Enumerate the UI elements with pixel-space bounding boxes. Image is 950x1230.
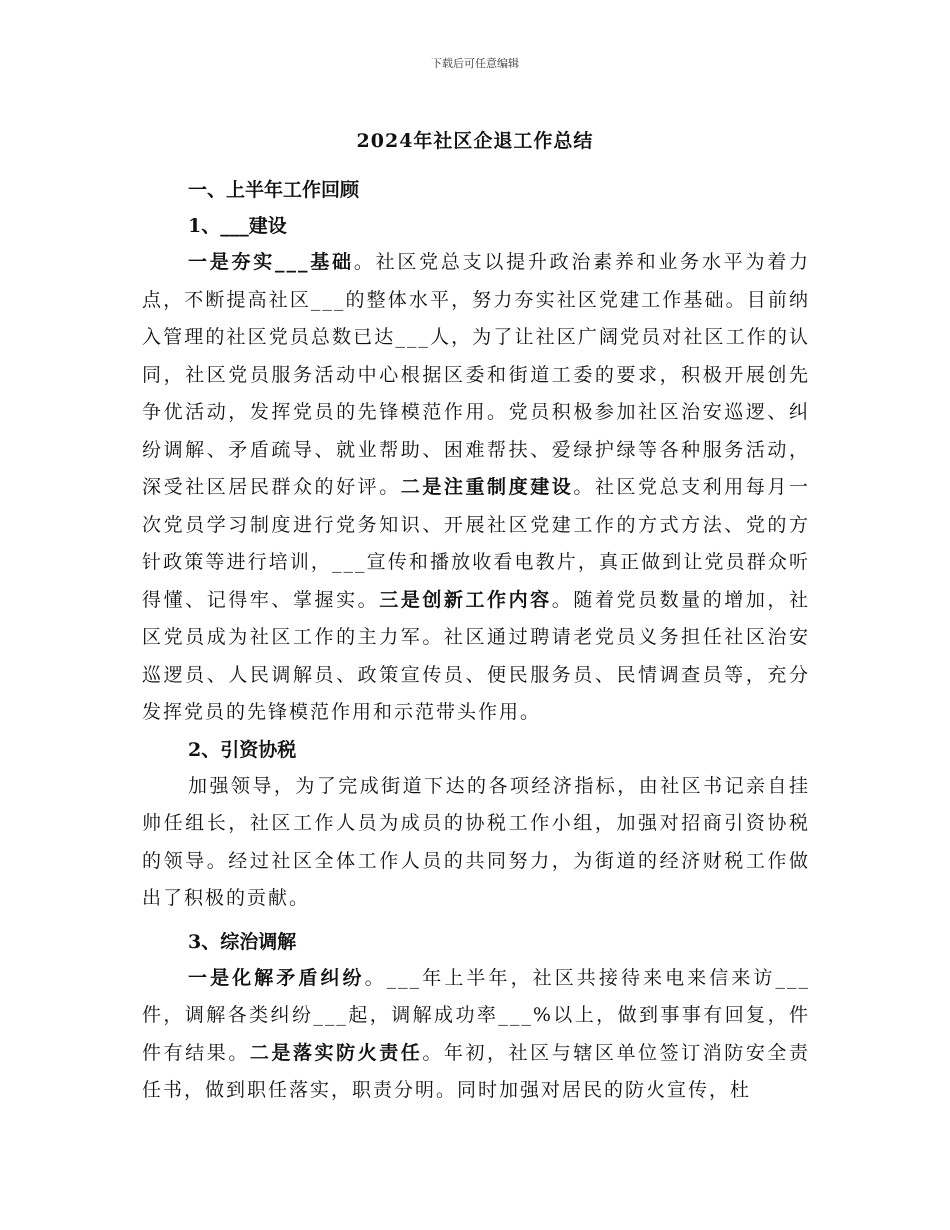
paragraph-text: 。年初，社区与辖区单位签订消防安全责任书，做到职任落实，职责分明。同时加强对居民的防火宣传，杜 — [142, 1041, 810, 1101]
page-header: 下载后可任意编辑 — [431, 57, 519, 70]
subsection-heading-1: 1、___建设 — [188, 215, 287, 237]
bold-lead: 二是落实防火责任 — [249, 1041, 423, 1064]
bold-lead: 一是夯实___基础 — [188, 251, 354, 273]
paragraph-text: 。社区党总支以提升政治素养和业务水平为着力点，不断提高社区___的整体水平，努力夯实社区党建工作基础。目前纳入管理的社区党员总数已达___人，为了让社区广阔党员对社区工作的认同，社区党员服务活动中心根据区委和街道工委的要求，积极开展创先争优活动，发挥党员的先锋模范作用。党员积极参加社区治安巡逻、纠纷调解、矛盾疏导、就业帮助、困难帮扶、爱绿护绿等各种服务活动，深受社区居民群众的好评。 — [142, 251, 810, 498]
paragraph-text: 。社区党总支利用每月一次党员学习制度进行党务知识、开展社区党建工作的方式方法、党的方针政策等进行培训，___宣传和播放收看电教片，真正做到让党员群众听得懂、记得牢、掌握实。 — [142, 476, 810, 611]
bold-lead: 二是注重制度建设 — [400, 476, 574, 498]
paragraph-mediation — [142, 960, 810, 1110]
paragraph-tax: 加强领导，为了完成街道下达的各项经济指标，由社区书记亲自挂帅任组长，社区工作人员为成员的协税工作小组，加强对招商引资协税的领导。经过社区全体工作人员的共同努力，为街道的经济财税工作做出了积极的贡献。 — [142, 774, 810, 909]
subsection-heading-3: 3、综治调解 — [188, 930, 297, 953]
subsection-heading-2: 2、引资协税 — [188, 738, 297, 761]
document-body — [142, 172, 810, 1110]
bold-lead: 一是化解矛盾纠纷 — [188, 966, 365, 989]
paragraph-text: 。___年上半年，社区共接待来电来信来访___件，调解各类纠纷___起，调解成功率___%以上，做到事事有回复，件件有结果。 — [142, 966, 810, 1064]
paragraph-text: 。随着党员数量的增加，社区党员成为社区工作的主力军。社区通过聘请老党员义务担任社区治安巡逻员、人民调解员、政策宣传员、便民服务员、民情调查员等，充分发挥党员的先锋模范作用和示范带头作用。 — [142, 588, 810, 723]
paragraph-party-building — [142, 244, 810, 732]
document-title: 2024年社区企退工作总结 — [356, 130, 594, 152]
bold-lead: 三是创新工作内容 — [379, 588, 552, 611]
section-heading-1: 一、上半年工作回顾 — [188, 179, 360, 201]
